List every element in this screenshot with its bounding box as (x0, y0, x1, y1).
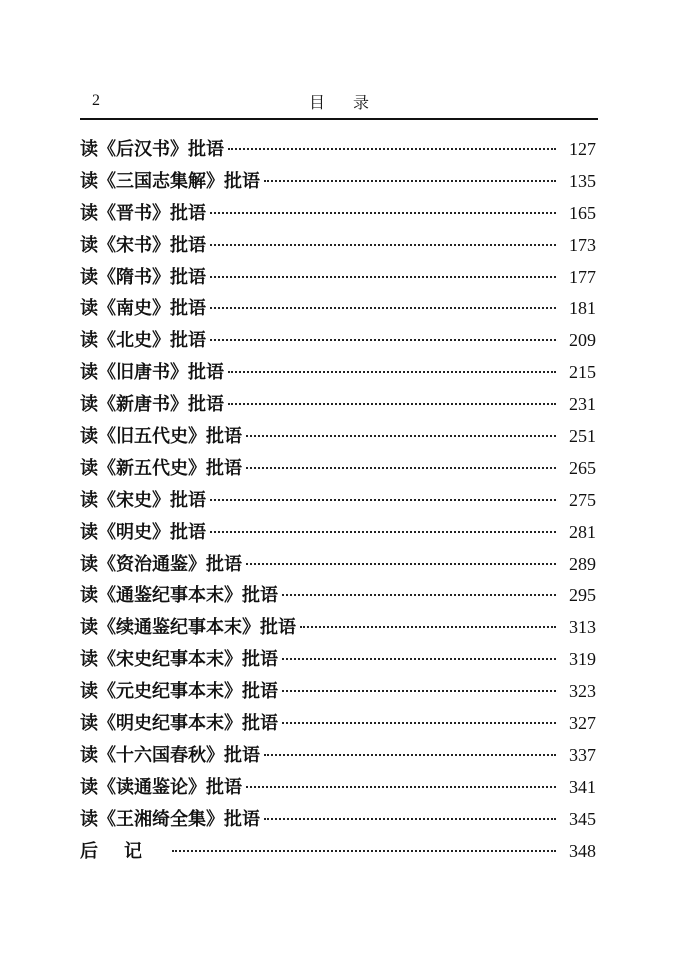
dot-leader (210, 211, 556, 214)
page-header (80, 88, 598, 120)
toc-entry-page: 337 (569, 744, 596, 765)
toc-entry-page: 289 (569, 553, 596, 574)
dot-leader (246, 466, 556, 469)
dot-leader (264, 753, 556, 756)
page-number: 2 (92, 92, 100, 109)
toc-entry-page: 127 (569, 139, 596, 159)
dot-leader (172, 849, 556, 852)
toc-entry-title: 读《明史》批语 (80, 521, 206, 543)
toc-entry-title: 读《晋书》批语 (80, 202, 206, 224)
toc-entry-title: 读《新五代史》批语 (80, 457, 242, 479)
toc-entry-title: 读《续通鉴纪事本末》批语 (80, 617, 296, 639)
table-of-contents (80, 134, 596, 867)
toc-entry[interactable] (80, 389, 596, 421)
toc-entry-title: 读《隋书》批语 (80, 266, 206, 288)
toc-entry-page: 319 (569, 649, 596, 670)
toc-entry[interactable] (80, 708, 596, 740)
toc-entry[interactable] (80, 453, 596, 485)
toc-entry-title: 读《旧五代史》批语 (80, 426, 242, 448)
toc-entry-page: 215 (569, 362, 596, 383)
dot-leader (282, 657, 556, 660)
toc-entry-page: 281 (569, 521, 596, 542)
toc-entry-page: 327 (569, 713, 596, 734)
toc-entry[interactable] (80, 836, 596, 868)
toc-entry-title: 读《元史纪事本末》批语 (80, 681, 278, 703)
dot-leader (210, 306, 556, 309)
dot-leader (282, 689, 556, 692)
toc-entry-page: 177 (569, 266, 596, 287)
running-title: 目录 (308, 93, 397, 112)
toc-entry-title: 读《宋史纪事本末》批语 (80, 649, 278, 671)
dot-leader (246, 562, 556, 565)
toc-entry[interactable] (80, 676, 596, 708)
dot-leader (210, 338, 556, 341)
toc-entry[interactable] (80, 644, 596, 676)
toc-entry[interactable] (80, 421, 596, 453)
dot-leader (282, 593, 556, 596)
toc-entry-title: 读《资治通鉴》批语 (80, 553, 242, 575)
toc-entry-title: 读《十六国春秋》批语 (80, 744, 260, 766)
toc-entry[interactable] (80, 517, 596, 549)
toc-entry-page: 275 (569, 489, 596, 510)
dot-leader (210, 498, 556, 501)
toc-entry[interactable] (80, 772, 596, 804)
toc-entry-page: 295 (569, 585, 596, 606)
toc-entry[interactable] (80, 198, 596, 230)
dot-leader (246, 434, 556, 437)
toc-entry[interactable] (80, 580, 596, 612)
toc-entry-page: 165 (569, 202, 596, 223)
dot-leader (210, 530, 556, 533)
toc-entry-page: 323 (569, 681, 596, 702)
toc-entry-title: 读《新唐书》批语 (80, 394, 224, 416)
toc-entry-title: 读《宋书》批语 (80, 234, 206, 256)
toc-entry-page: 231 (569, 394, 596, 415)
toc-entry-title: 读《后汉书》批语 (80, 139, 224, 160)
dot-leader (264, 817, 556, 820)
toc-entry[interactable] (80, 549, 596, 581)
toc-entry-title: 读《明史纪事本末》批语 (80, 713, 278, 735)
dot-leader (282, 721, 556, 724)
toc-entry-page: 313 (569, 617, 596, 638)
dot-leader (264, 179, 556, 182)
toc-entry[interactable] (80, 262, 596, 294)
toc-entry-title: 读《通鉴纪事本末》批语 (80, 585, 278, 607)
dot-leader (228, 370, 556, 373)
toc-entry-page: 341 (569, 776, 596, 797)
toc-entry-page: 181 (569, 298, 596, 319)
dot-leader (210, 243, 556, 246)
toc-entry[interactable] (80, 325, 596, 357)
toc-entry[interactable] (80, 134, 596, 166)
toc-entry-title: 读《读通鉴论》批语 (80, 776, 242, 798)
toc-entry-title: 读《王湘绮全集》批语 (80, 808, 260, 830)
toc-entry[interactable] (80, 485, 596, 517)
dot-leader (246, 785, 556, 788)
dot-leader (300, 625, 556, 628)
toc-entry-title: 读《三国志集解》批语 (80, 170, 260, 192)
toc-entry-title: 读《北史》批语 (80, 330, 206, 352)
toc-entry-page: 135 (569, 170, 596, 191)
dot-leader (210, 275, 556, 278)
toc-entry[interactable] (80, 230, 596, 262)
toc-entry[interactable] (80, 293, 596, 325)
toc-entry[interactable] (80, 612, 596, 644)
toc-entry-title: 读《旧唐书》批语 (80, 362, 224, 384)
toc-entry-title: 后记 (80, 840, 168, 862)
toc-entry-title: 读《宋史》批语 (80, 489, 206, 511)
toc-entry[interactable] (80, 357, 596, 389)
toc-entry-page: 209 (569, 330, 596, 351)
toc-entry-page: 265 (569, 457, 596, 478)
dot-leader (228, 147, 556, 150)
toc-entry[interactable] (80, 804, 596, 836)
toc-entry-page: 348 (569, 840, 596, 861)
dot-leader (228, 402, 556, 405)
toc-entry-title: 读《南史》批语 (80, 298, 206, 320)
toc-entry[interactable] (80, 740, 596, 772)
toc-entry-page: 345 (569, 808, 596, 829)
toc-entry[interactable] (80, 166, 596, 198)
toc-entry-page: 251 (569, 426, 596, 447)
toc-entry-page: 173 (569, 234, 596, 255)
